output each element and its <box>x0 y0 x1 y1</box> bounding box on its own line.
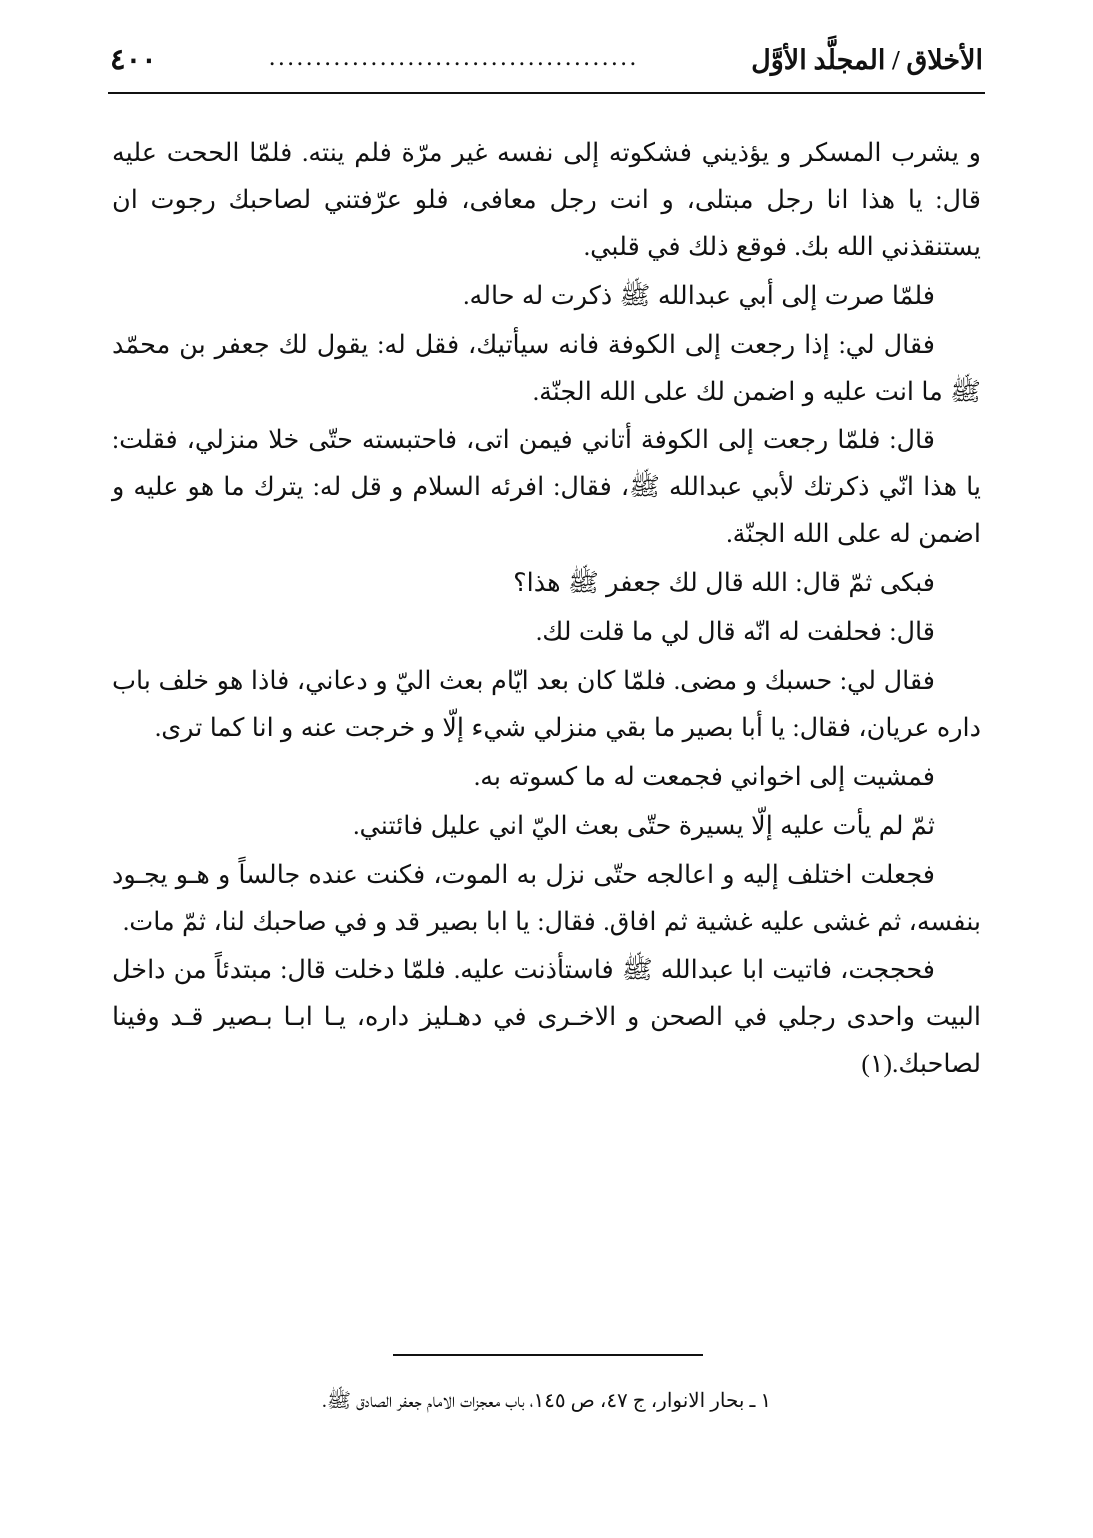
header-dot-leader: ........................................ <box>268 44 639 71</box>
paragraph: فبكى ثمّ قال: الله قال لك جعفر ﷺ هذا؟ <box>513 568 935 598</box>
paragraph: قال: فلمّا رجعت إلى الكوفة أتاني فيمن اتى، فاحتبسته حتّى خلا منزلي، فقلت: يا هذا انّي ذكرتك لأبي عبدالله ﷺ، فقال: افرئه السلام و قل له: يترك ما هو عليه و اضمن له على الله الجنّة. <box>112 425 981 549</box>
paragraph: ثمّ لم يأت عليه إلّا يسيرة حتّى بعث اليّ اني عليل فائتني. <box>353 810 935 840</box>
body-text <box>112 130 981 1090</box>
footnote-divider <box>393 1354 703 1356</box>
page-number: ٤٠٠ <box>110 44 157 76</box>
header-title: الأخلاق / المجلَّد الأوَّل <box>751 45 983 75</box>
paragraph: فحججت، فاتيت ابا عبدالله ﷺ فاستأذنت عليه. فلمّا دخلت قال: مبتدئاً من داخل البيت واحدى رجلي في الصحن و الاخـرى في دهـليز داره، يـا ابـا بـصير قـد وفينا لصاحبك.(١) <box>112 955 981 1079</box>
footnote: ١ ـ بحار الانوار، ج ٤٧، ص ١٤٥، باب معجزات الامام جعفر الصادق ﷺ. <box>321 1390 772 1412</box>
paragraph: فلمّا صرت إلى أبي عبدالله ﷺ ذكرت له حاله. <box>463 280 935 310</box>
paragraph: فقال لي: حسبك و مضى. فلمّا كان بعد ايّام بعث اليّ و دعاني، فاذا هو خلف باب داره عريان، فقال: يا أبا بصير ما بقي منزلي شيء إلّا و خرجت عنه و انا كما ترى. <box>112 665 981 742</box>
paragraph: فجعلت اختلف إليه و اعالجه حتّى نزل به الموت، فكنت عنده جالساً و هـو يجـود بنفسه، ثم غشى عليه غشية ثم افاق. فقال: يا ابا بصير قد و في صاحبك لنا، ثمّ مات. <box>112 859 981 936</box>
paragraph: قال: فحلفت له انّه قال لي ما قلت لك. <box>535 617 935 647</box>
page-header <box>110 42 983 92</box>
paragraph: فمشيت إلى اخواني فجمعت له ما كسوته به. <box>473 761 935 791</box>
header-divider <box>108 92 985 94</box>
paragraph: و يشرب المسكر و يؤذيني فشكوته إلى نفسه غير مرّة فلم ينته. فلمّا الححت عليه قال: يا هذا انا رجل مبتلى، و انت رجل معافى، فلو عرّفتني لصاحبك رجوت ان يستنقذني الله بك. فوقع ذلك في قلبي. <box>112 138 981 261</box>
paragraph: فقال لي: إذا رجعت إلى الكوفة فانه سيأتيك، فقل له: يقول لك جعفر بن محمّد ﷺ ما انت عليه و اضمن لك على الله الجنّة. <box>112 329 981 406</box>
